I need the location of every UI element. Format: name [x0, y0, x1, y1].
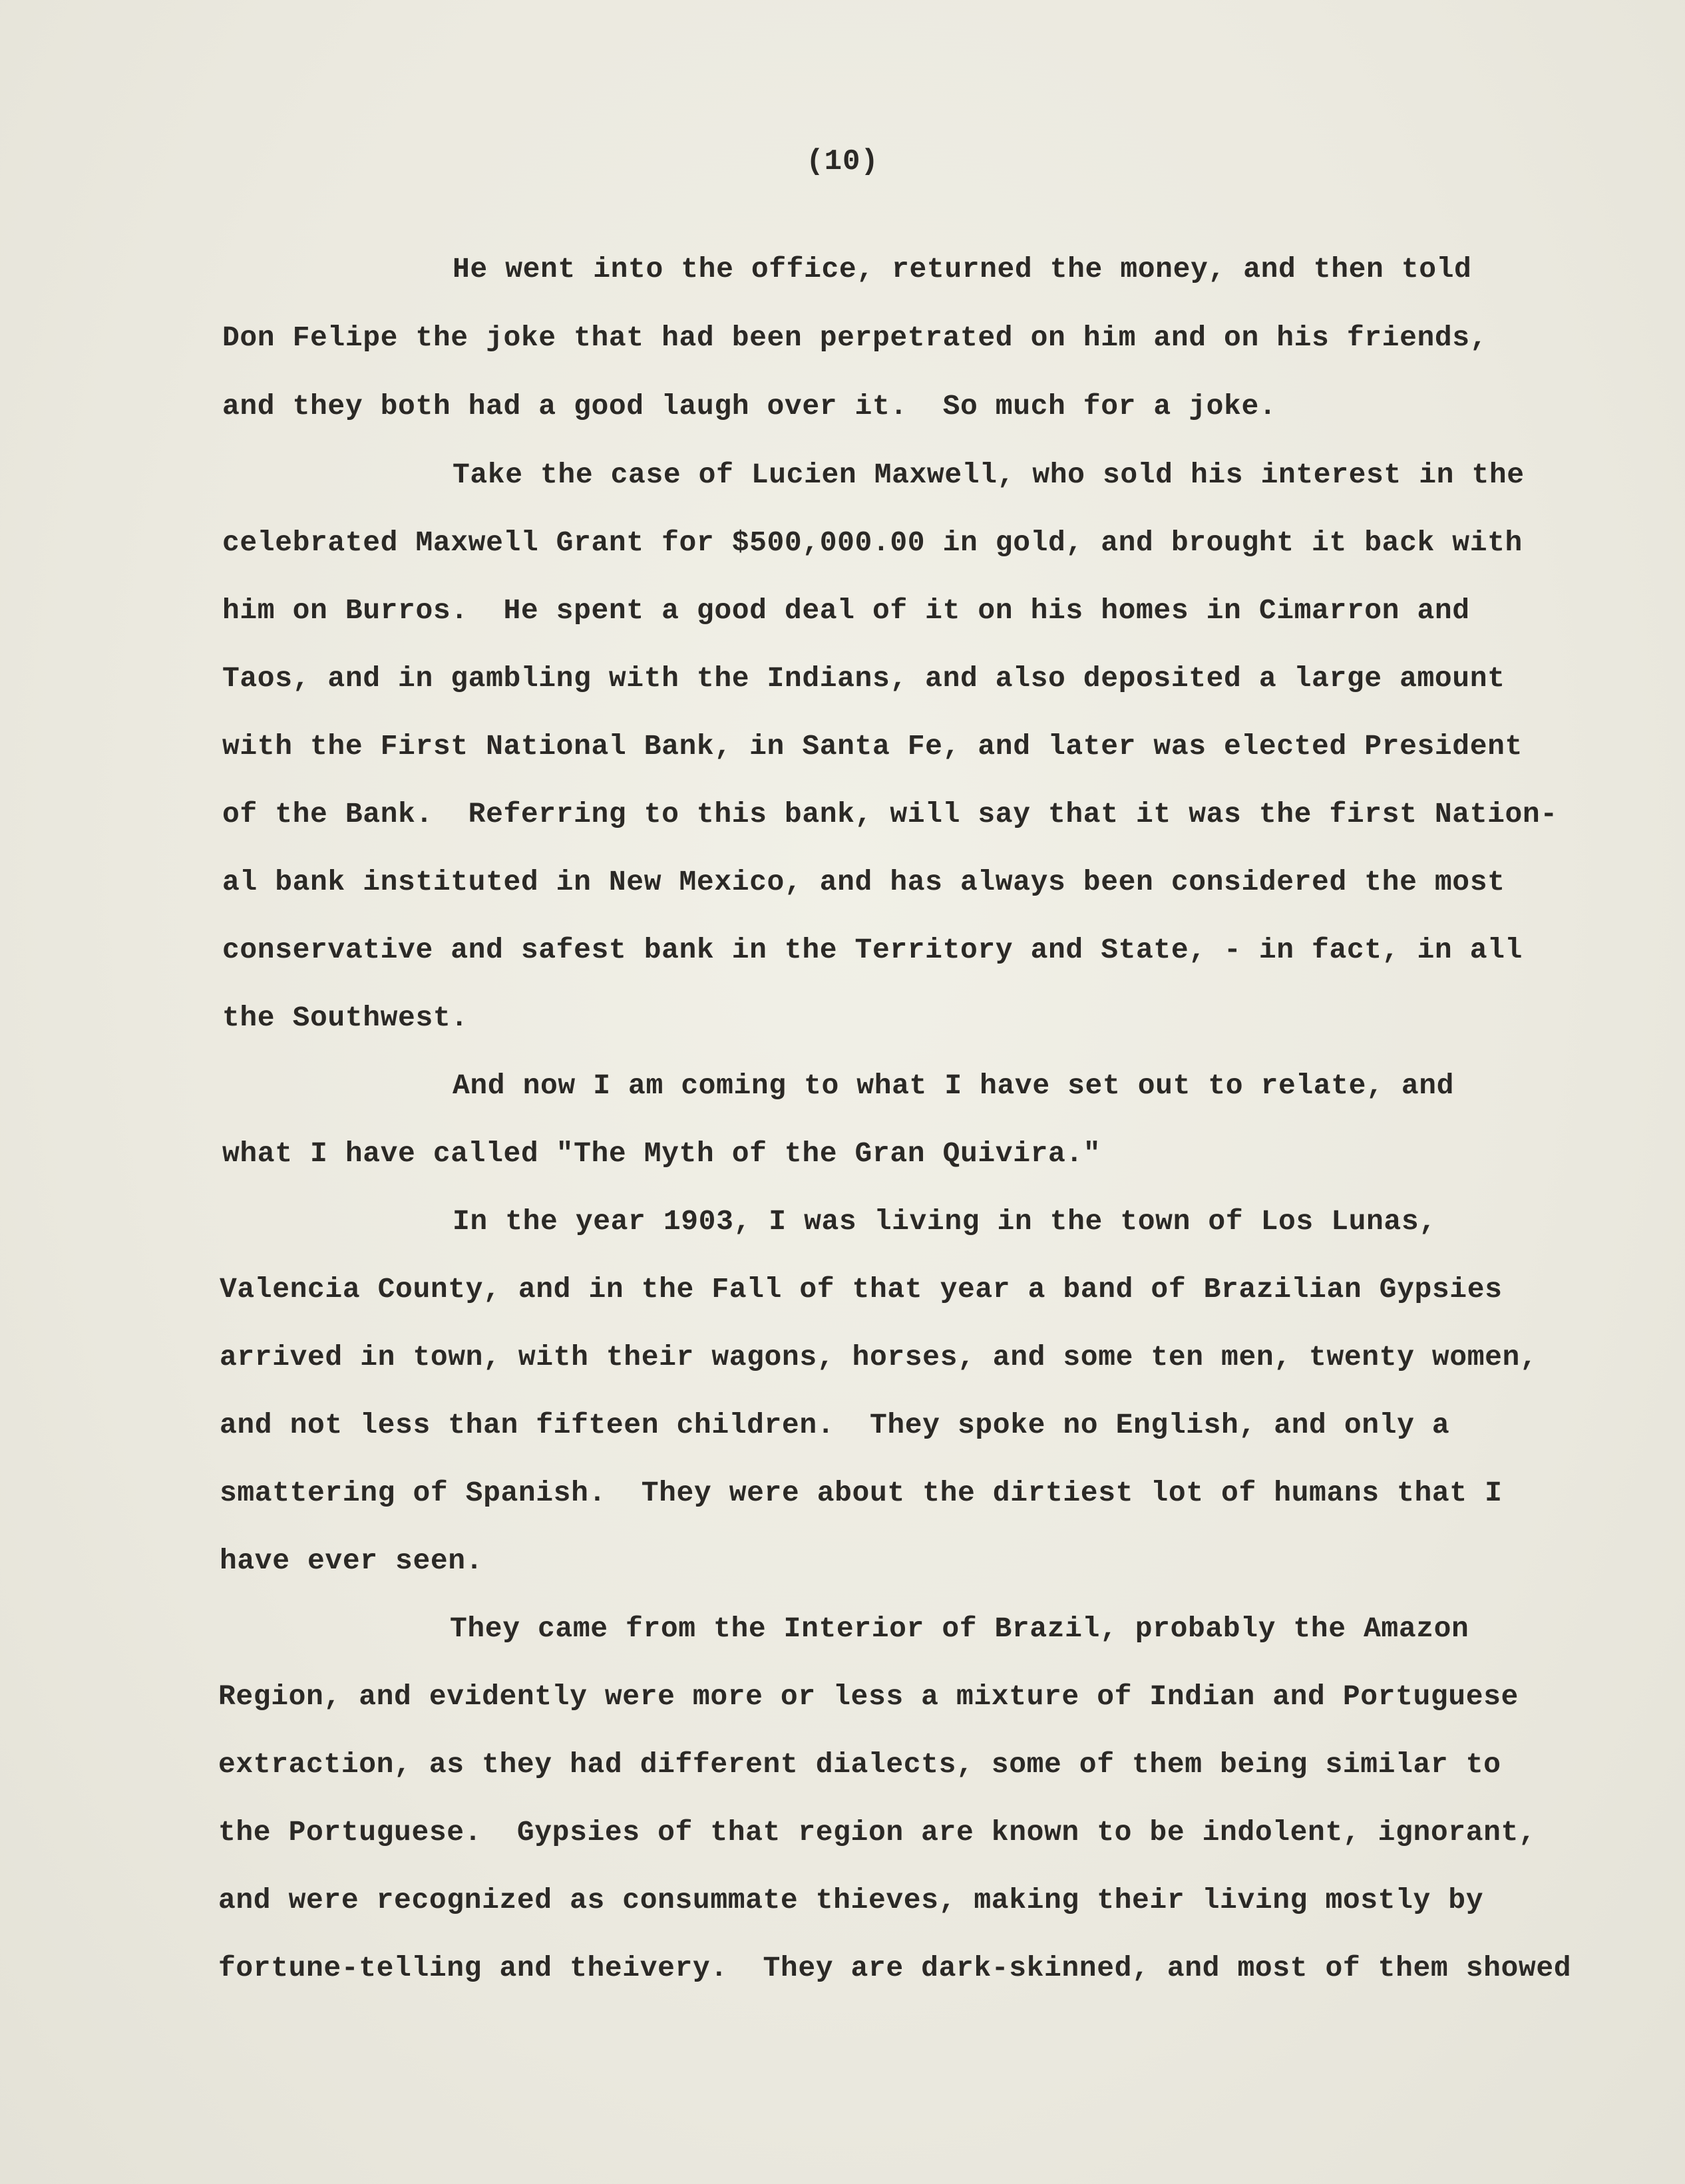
- page-number: (10): [806, 145, 879, 178]
- text-line-5: celebrated Maxwell Grant for $500,000.00 in gold, and brought it back with: [222, 526, 1523, 559]
- text-line-22: Region, and evidently were more or less a mixture of Indian and Portuguese: [218, 1680, 1519, 1713]
- text-line-3: and they both had a good laugh over it. So much for a joke.: [222, 390, 1277, 423]
- text-line-12: the Southwest.: [222, 1001, 468, 1034]
- text-line-6: him on Burros. He spent a good deal of it on his homes in Cimarron and: [222, 594, 1470, 627]
- text-line-24: the Portuguese. Gypsies of that region are known to be indolent, ignorant,: [218, 1816, 1537, 1849]
- text-line-10: al bank instituted in New Mexico, and has always been considered the most: [222, 866, 1505, 898]
- text-line-16: Valencia County, and in the Fall of that year a band of Brazilian Gypsies: [220, 1273, 1503, 1306]
- text-line-13: And now I am coming to what I have set out to relate, and: [453, 1069, 1455, 1102]
- text-line-15: In the year 1903, I was living in the town of Los Lunas,: [453, 1205, 1437, 1238]
- text-line-9: of the Bank. Referring to this bank, will say that it was the first Nation-: [222, 798, 1558, 830]
- text-line-8: with the First National Bank, in Santa Fe, and later was elected President: [222, 730, 1523, 763]
- text-line-23: extraction, as they had different dialects, some of them being similar to: [218, 1748, 1501, 1781]
- text-line-19: smattering of Spanish. They were about the dirtiest lot of humans that I: [220, 1477, 1503, 1509]
- text-line-4: Take the case of Lucien Maxwell, who sold his interest in the: [453, 458, 1525, 491]
- text-line-26: fortune-telling and theivery. They are dark-skinned, and most of them showed: [218, 1952, 1572, 1984]
- text-line-7: Taos, and in gambling with the Indians, and also deposited a large amount: [222, 662, 1505, 695]
- text-line-2: Don Felipe the joke that had been perpetrated on him and on his friends,: [222, 321, 1488, 354]
- text-line-21: They came from the Interior of Brazil, probably the Amazon: [450, 1612, 1469, 1645]
- text-line-1: He went into the office, returned the money, and then told: [453, 253, 1472, 285]
- text-line-25: and were recognized as consummate thieves, making their living mostly by: [218, 1884, 1484, 1916]
- text-line-14: what I have called "The Myth of the Gran Quivira.": [222, 1137, 1101, 1170]
- text-line-20: have ever seen.: [220, 1545, 484, 1577]
- text-line-17: arrived in town, with their wagons, horses, and some ten men, twenty women,: [220, 1341, 1538, 1373]
- text-line-11: conservative and safest bank in the Territory and State, - in fact, in all: [222, 934, 1523, 966]
- text-line-18: and not less than fifteen children. They spoke no English, and only a: [220, 1409, 1450, 1441]
